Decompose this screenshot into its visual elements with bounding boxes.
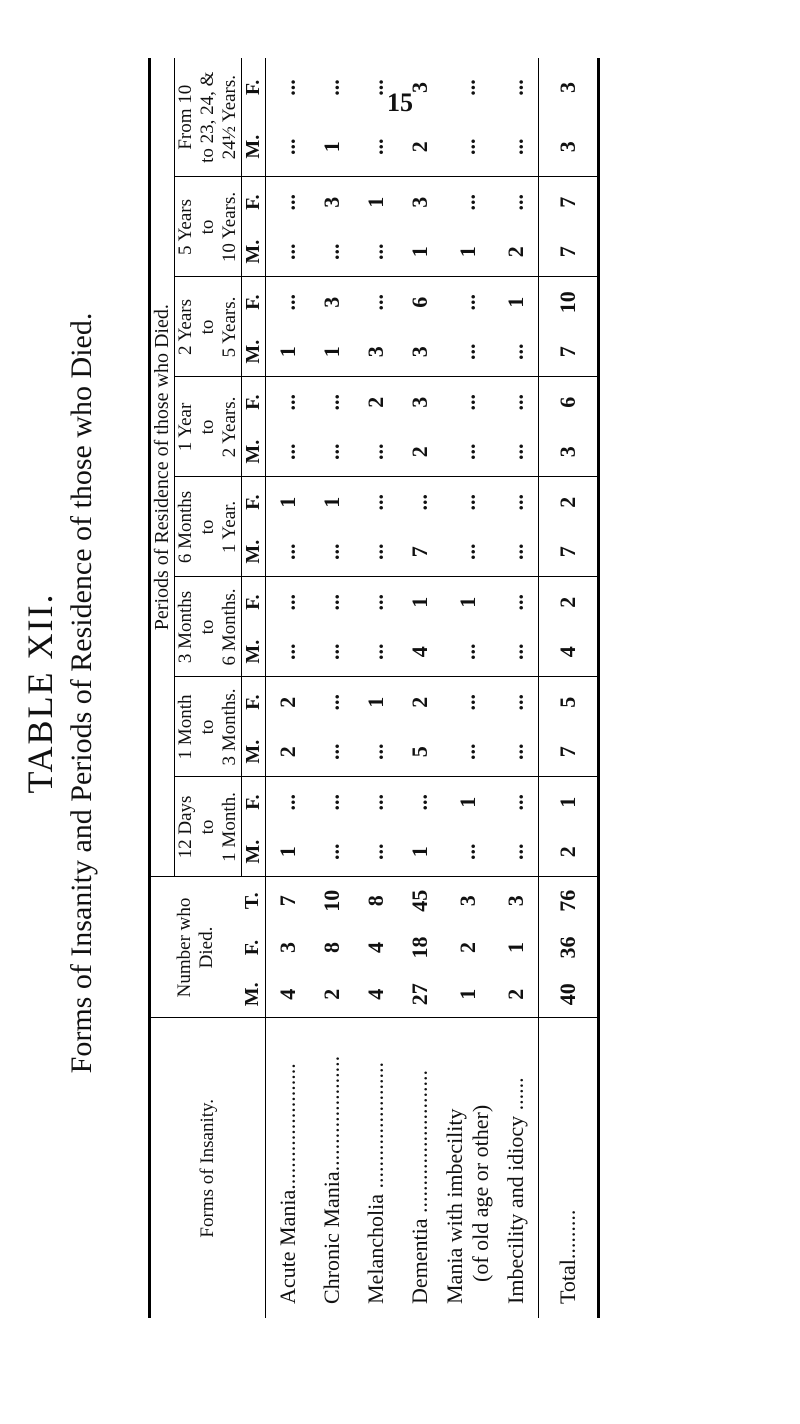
value-cell: ... [454,693,480,711]
col-m: M. [241,117,265,177]
col-f: F. [241,577,265,627]
col-m: M. [241,827,265,877]
value-cell: 7 [538,327,598,377]
value-cell: ... [310,827,354,877]
value-cell: 3 [274,942,300,953]
value-cell: 4 [362,942,388,953]
value-cell: ... [362,493,388,511]
row-label: Acute Mania....................... [274,1063,300,1304]
col-f: F. [241,777,265,827]
value-cell: ... [406,493,432,511]
value-cell: 1 [265,827,310,877]
value-cell: 1 [442,227,494,277]
value-cell: 10 [538,277,598,327]
number-died-header: Number who Died. [150,877,242,1018]
value-cell: ... [362,593,388,611]
col-m: M. [241,971,265,1018]
value-cell: ... [442,827,494,877]
row-label: Dementia .......................... [406,1069,432,1304]
value-cell: ... [310,227,354,277]
value-cell: 1 [310,327,354,377]
value-cell: ... [318,693,344,711]
value-cell: ... [274,393,300,411]
value-cell: ... [442,527,494,577]
value-cell: 2 [265,727,310,777]
value-cell: 2 [538,577,598,627]
value-cell: 7 [398,527,442,577]
value-cell: ... [442,627,494,677]
table-body [265,58,598,1318]
value-cell: 3 [454,895,480,907]
value-cell: ... [310,627,354,677]
value-cell: 45 [406,889,432,912]
value-cell: 1 [398,827,442,877]
value-cell: ... [502,493,528,511]
value-cell: 7 [538,227,598,277]
value-cell: 40 [538,971,598,1018]
table-row [494,58,539,1318]
col-m: M. [241,627,265,677]
col-m: M. [241,427,265,477]
value-cell: 3 [398,327,442,377]
value-cell: 4 [398,627,442,677]
value-cell: ... [354,527,398,577]
value-cell: ... [362,793,388,811]
value-cell: ... [502,393,528,411]
value-cell: ... [354,227,398,277]
value-cell: ... [354,427,398,477]
value-cell: 1 [318,496,344,508]
value-cell: 5 [398,727,442,777]
period-header: 2 Years to 5 Years. [175,277,242,377]
col-f: F. [241,377,265,427]
table-row [310,58,354,1318]
value-cell: ... [354,117,398,177]
value-cell: 2 [310,971,354,1018]
value-cell: 76 [538,877,598,924]
value-cell: 3 [354,327,398,377]
value-cell: ... [442,427,494,477]
value-cell: 2 [538,827,598,877]
value-cell: 3 [502,895,528,907]
table-row [265,58,310,1318]
value-cell: ... [494,527,539,577]
value-cell: 3 [406,396,432,408]
value-cell: ... [494,117,539,177]
value-cell: ... [442,117,494,177]
value-cell: 2 [406,696,432,708]
value-cell: ... [454,393,480,411]
period-header: 1 Month to 3 Months. [175,677,242,777]
value-cell: 2 [398,117,442,177]
value-cell: ... [454,493,480,511]
value-cell: ... [318,793,344,811]
value-cell: ... [494,727,539,777]
value-cell: ... [274,193,300,211]
value-cell: 7 [538,177,598,227]
value-cell: ... [265,227,310,277]
value-cell: ... [310,527,354,577]
period-header: From 10 to 23, 24, & 24½ Years. [175,58,242,177]
value-cell: ... [362,79,388,96]
value-cell: 2 [494,227,539,277]
table-row [442,58,494,1318]
value-cell: ... [502,79,528,96]
value-cell: ... [318,393,344,411]
col-f: F. [241,677,265,727]
value-cell: 1 [362,196,388,208]
col-f: F. [241,924,265,971]
value-cell: ... [354,727,398,777]
value-cell: 1 [454,596,480,608]
col-m: M. [241,527,265,577]
value-cell: 10 [318,889,344,912]
value-cell: 2 [398,427,442,477]
value-cell: ... [274,793,300,811]
value-cell: 8 [318,942,344,953]
value-cell: 6 [406,296,432,308]
mortality-table [148,58,600,1318]
row-label: Chronic Mania..................... [318,1055,344,1304]
value-cell: ... [502,793,528,811]
value-cell: 18 [406,936,432,959]
value-cell: 1 [310,117,354,177]
period-header: 1 Year to 2 Years. [175,377,242,477]
value-cell: ... [442,727,494,777]
value-cell: 7 [538,727,598,777]
col-f: F. [241,58,265,117]
value-cell: ... [318,593,344,611]
value-cell: 1 [265,327,310,377]
table-title: Forms of Insanity and Periods of Residence of those who Died. [65,312,98,1074]
col-m: M. [241,327,265,377]
value-cell: ... [502,693,528,711]
value-cell: ... [265,527,310,577]
value-cell: ... [442,327,494,377]
value-cell: ... [494,427,539,477]
value-cell: 7 [538,527,598,577]
value-cell: ... [265,627,310,677]
value-cell: 2 [538,477,598,527]
value-cell: 1 [538,777,598,827]
period-header: 12 Days to 1 Month. [175,777,242,877]
row-label: Imbecility and idiocy ...... [502,1077,528,1304]
row-label: Melancholia ....................... [362,1062,388,1304]
value-cell: ... [274,593,300,611]
value-cell: 2 [494,971,539,1018]
value-cell: ... [494,627,539,677]
value-cell: ... [318,79,344,96]
value-cell: 2 [454,942,480,953]
value-cell: 3 [318,196,344,208]
value-cell: 8 [362,895,388,907]
value-cell: ... [274,79,300,96]
value-cell: ... [265,427,310,477]
value-cell: ... [454,293,480,311]
value-cell: ... [310,427,354,477]
forms-header: Forms of Insanity. [150,1018,266,1318]
value-cell: ... [494,827,539,877]
value-cell: 4 [265,971,310,1018]
page-number: 15 [387,88,413,117]
period-header: 3 Months to 6 Months. [175,577,242,677]
row-label: Total......... [538,1018,598,1318]
value-cell: 27 [398,971,442,1018]
value-cell: 3 [318,296,344,308]
value-cell: 3 [406,81,432,93]
col-f: F. [241,277,265,327]
value-cell: 3 [538,427,598,477]
table-row [354,58,398,1318]
value-cell: ... [454,193,480,211]
value-cell: 36 [538,924,598,971]
value-cell: 1 [406,596,432,608]
table-row [398,58,442,1318]
col-m: M. [241,727,265,777]
value-cell: ... [265,117,310,177]
value-cell: 4 [354,971,398,1018]
value-cell: ... [406,793,432,811]
value-cell: ... [454,79,480,96]
total-row [538,58,598,1318]
value-cell: 3 [406,196,432,208]
value-cell: ... [354,627,398,677]
value-cell: 1 [442,971,494,1018]
value-cell: 1 [502,296,528,308]
value-cell: 1 [502,942,528,953]
period-header: 5 Years to 10 Years. [175,177,242,277]
caption [18,68,101,1318]
period-header: 6 Months to 1 Year. [175,477,242,577]
periods-header: Periods of Residence of those who Died. [150,58,175,877]
value-cell: 5 [538,677,598,727]
row-label: Mania with imbecility (of old age or other) [441,1104,493,1304]
col-t: T. [241,877,265,924]
value-cell: 6 [538,377,598,427]
value-cell: 2 [274,696,300,708]
value-cell: ... [362,293,388,311]
rotated-table-page [20,68,748,1318]
value-cell: ... [502,193,528,211]
value-cell: 1 [398,227,442,277]
col-f: F. [241,477,265,527]
col-m: M. [241,227,265,277]
col-f: F. [241,177,265,227]
value-cell: 3 [538,117,598,177]
value-cell: ... [354,827,398,877]
table-label: TABLE XII. [20,592,60,794]
value-cell: 1 [274,496,300,508]
value-cell: 7 [274,895,300,907]
value-cell: 4 [538,627,598,677]
value-cell: ... [310,727,354,777]
value-cell: 3 [538,58,598,117]
value-cell: ... [494,327,539,377]
value-cell: ... [274,293,300,311]
value-cell: 2 [362,396,388,408]
value-cell: 1 [362,696,388,708]
value-cell: 1 [454,796,480,808]
value-cell: ... [502,593,528,611]
